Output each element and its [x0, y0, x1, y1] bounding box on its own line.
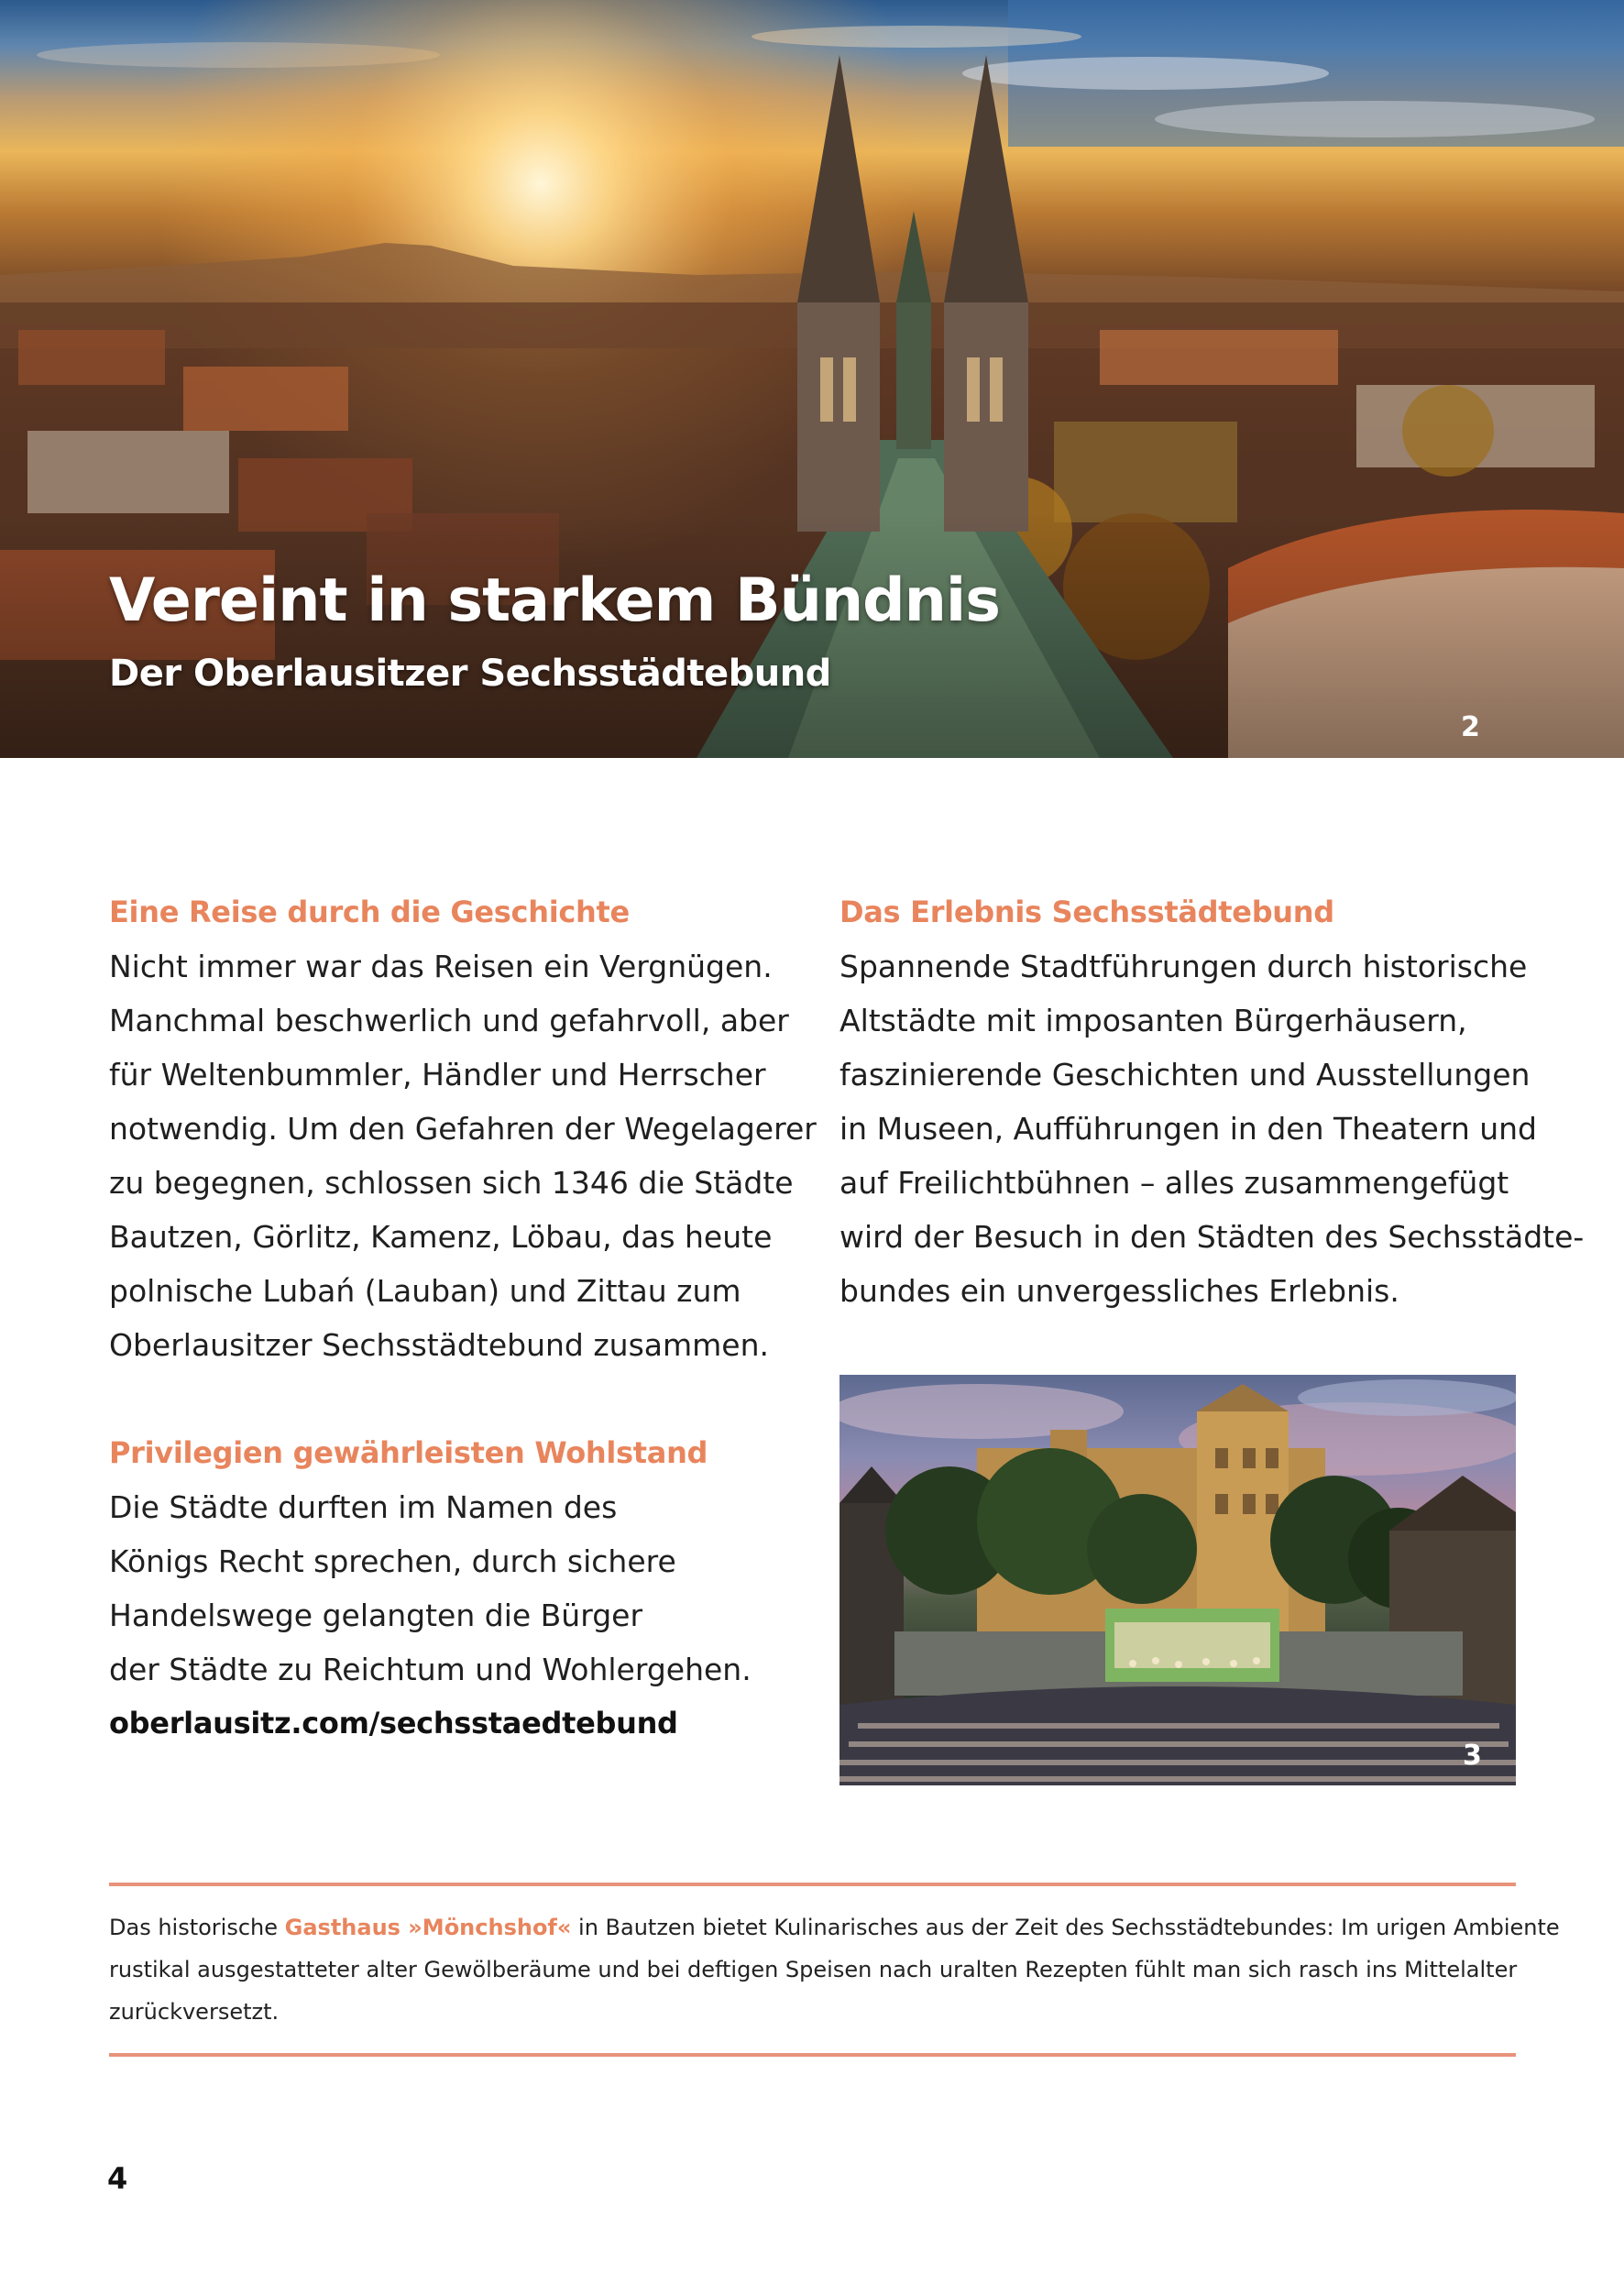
- text-line: Manchmal beschwerlich und gefahrvoll, aber: [109, 1003, 789, 1038]
- text-line: polnische Lubań (Lauban) und Zittau zum: [109, 1273, 741, 1309]
- text-line: zurückversetzt.: [109, 1999, 280, 2025]
- info-text-end: in Bautzen bietet Kulinarisches aus der Zeit des Sechsstädtebundes: Im urigen Ambiente: [571, 1915, 1560, 1940]
- text-line: der Städte zu Reichtum und Wohlergehen.: [109, 1652, 752, 1687]
- photo-number-label: 3: [1463, 1740, 1482, 1772]
- section-text-privileges: [109, 1480, 787, 1697]
- divider-top: [109, 1883, 1516, 1886]
- text-line: in Museen, Aufführungen in den Theatern und: [839, 1111, 1537, 1147]
- section-text-history: [109, 939, 817, 1372]
- right-column: [839, 885, 1585, 1318]
- text-line: [109, 1906, 1560, 1949]
- section-text-experience: [839, 939, 1585, 1318]
- text-line: Königs Recht sprechen, durch sichere: [109, 1543, 676, 1579]
- city-panorama-illustration: [0, 0, 1624, 758]
- divider-bottom: [109, 2053, 1516, 2057]
- text-line: rustikal ausgestatteter alter Gewölberäume und bei deftigen Speisen nach uralten Rezepten fühlt man sich rasch ins Mittelalter: [109, 1957, 1518, 1982]
- text-line: zu begegnen, schlossen sich 1346 die Städte: [109, 1165, 794, 1201]
- text-line: Oberlausitzer Sechsstädtebund zusammen.: [109, 1327, 769, 1363]
- page-subtitle: Der Oberlausitzer Sechsstädtebund: [109, 653, 831, 695]
- text-line: Handelswege gelangten die Bürger: [109, 1598, 643, 1633]
- page-number: 4: [107, 2161, 128, 2196]
- section-heading-history: Eine Reise durch die Geschichte: [109, 895, 630, 929]
- text-line: Nicht immer war das Reisen ein Vergnügen.: [109, 949, 773, 984]
- highlight-gasthaus: Gasthaus »Mönchshof«: [284, 1915, 572, 1940]
- hero-photo: [0, 0, 1624, 758]
- section-heading-privileges: Privilegien gewährleisten Wohlstand: [109, 1435, 708, 1470]
- text-line: notwendig. Um den Gefahren der Wegelagerer: [109, 1111, 817, 1147]
- text-line: wird der Besuch in den Städten des Sechsstädte-: [839, 1219, 1585, 1255]
- left-column: [109, 885, 817, 1751]
- page-title: Vereint in starkem Bündnis: [109, 566, 1000, 635]
- open-air-theatre-illustration: [839, 1375, 1516, 1785]
- section-heading-experience: Das Erlebnis Sechsstädtebund: [839, 895, 1334, 929]
- text-line: Spannende Stadtführungen durch historische: [839, 949, 1528, 984]
- text-line: auf Freilichtbühnen – alles zusammengefügt: [839, 1165, 1509, 1201]
- photo-number-label: 2: [1461, 711, 1480, 743]
- open-air-stage-photo: [839, 1375, 1516, 1785]
- text-line: Bautzen, Görlitz, Kamenz, Löbau, das heute: [109, 1219, 773, 1255]
- text-line: bundes ein unvergessliches Erlebnis.: [839, 1273, 1399, 1309]
- text-line: für Weltenbummler, Händler und Herrscher: [109, 1057, 766, 1093]
- info-box-text: [109, 1906, 1560, 2033]
- text-line: Altstädte mit imposanten Bürgerhäusern,: [839, 1003, 1467, 1038]
- text-line: faszinierende Geschichten und Ausstellungen: [839, 1057, 1531, 1093]
- text-line: Die Städte durften im Namen des: [109, 1489, 618, 1525]
- website-link[interactable]: oberlausitz.com/sechsstaedtebund: [109, 1706, 678, 1740]
- info-text-start: Das historische: [109, 1915, 285, 1940]
